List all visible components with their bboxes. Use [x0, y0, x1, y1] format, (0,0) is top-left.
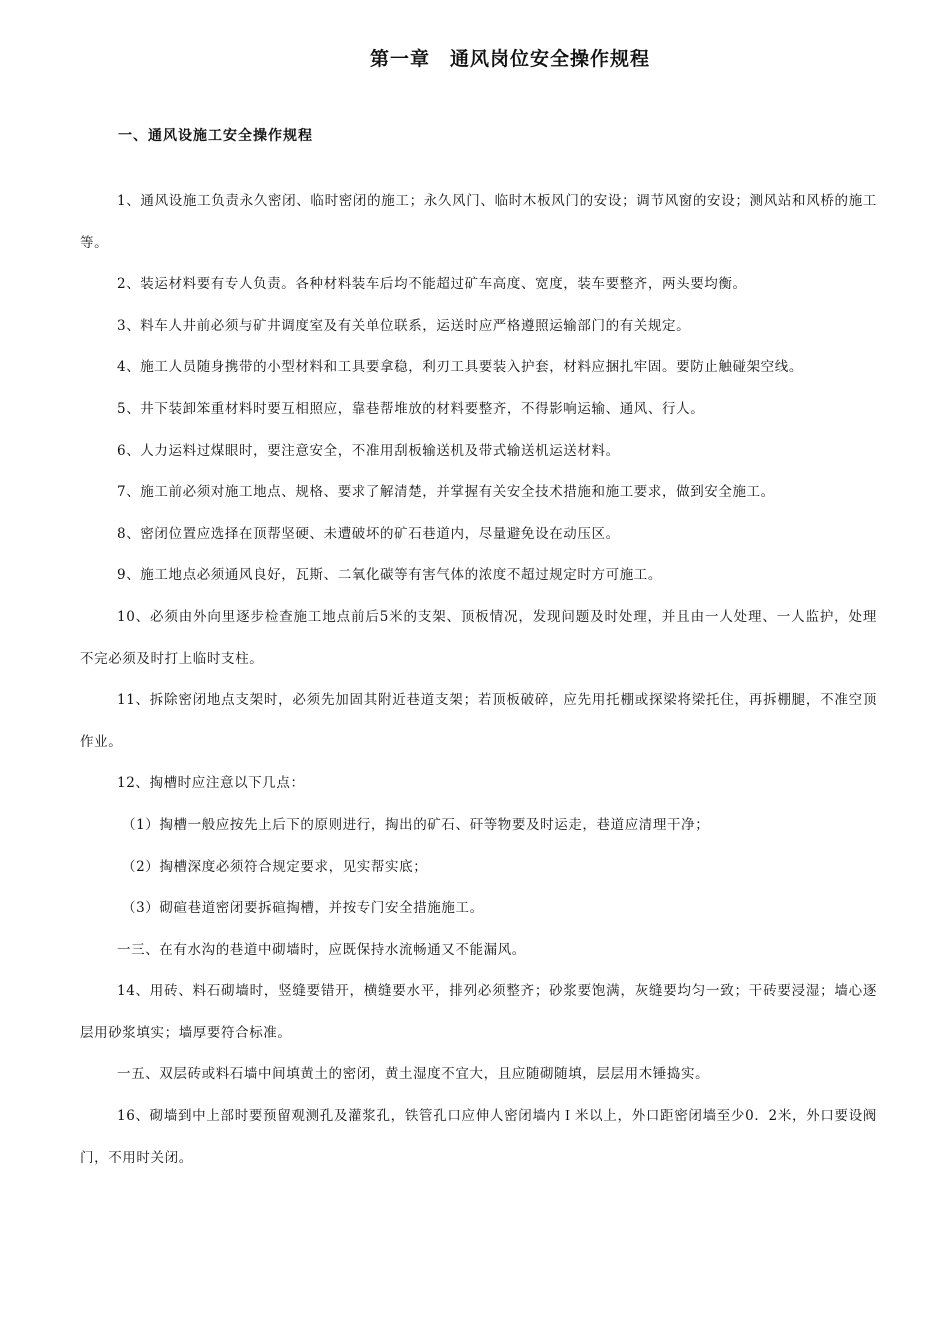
- paragraph-item-16: 16、砌墙到中上部时要预留观测孔及灌浆孔，铁管孔口应伸人密闭墙内Ｉ米以上，外口距密闭墙至少0．2米，外口要设阀门，不用时关闭。: [80, 1108, 877, 1166]
- sub-item-2: （2）掏槽深度必须符合规定要求，见实帮实底；: [122, 858, 428, 875]
- paragraph-item-3: 3、料车人井前必须与矿井调度室及有关单位联系，运送时应严格遵照运输部门的有关规定。: [117, 317, 691, 334]
- document-body: [80, 181, 877, 1179]
- paragraph-item-5: 5、井下装卸笨重材料时要互相照应，靠巷帮堆放的材料要整齐，不得影响运输、通风、行人。: [117, 400, 705, 417]
- paragraph-item-10: 10、必须由外向里逐步检查施工地点前后5米的支架、顶板情况，发现问题及时处理，并且由一人处理、一人监护，处理不完必须及时打上临时支柱。: [80, 608, 877, 667]
- paragraph-item-6: 6、人力运料过煤眼时，要注意安全，不准用刮板输送机及带式输送机运送材料。: [117, 442, 620, 459]
- paragraph-item-9: 9、施工地点必须通风良好，瓦斯、二氧化碳等有害气体的浓度不超过规定时方可施工。: [117, 567, 662, 584]
- sub-item-1: （1）掏槽一般应按先上后下的原则进行，掏出的矿石、矸等物要及时运走，巷道应清理干净；: [122, 816, 710, 833]
- chapter-title: 第一章 通风岗位安全操作规程: [369, 48, 650, 70]
- sub-item-3: （3）砌碹巷道密闭要拆碹掏槽，并按专门安全措施施工。: [122, 900, 484, 917]
- paragraph-item-11: 11、拆除密闭地点支架时，必须先加固其附近巷道支架；若顶板破碎，应先用托棚或探梁将梁托住，再拆棚腿，不准空顶作业。: [80, 692, 877, 750]
- paragraph-item-2: 2、装运材料要有专人负责。各种材料装车后均不能超过矿车高度、宽度，装车要整齐，两头要均衡。: [117, 276, 747, 293]
- paragraph-item-8: 8、密闭位置应选择在顶帮坚硬、未遭破坏的矿石巷道内，尽量避免设在动压区。: [117, 525, 620, 542]
- paragraph-item-12: 12、掏槽时应注意以下几点：: [117, 775, 305, 792]
- paragraph-item-1: 1、通风设施工负责永久密闭、临时密闭的施工；永久风门、临时木板风门的安设；调节风窗的安设；测风站和风桥的施工等。: [80, 193, 877, 251]
- paragraph-item-15: 一五、双层砖或料石墙中间填黄土的密闭，黄土湿度不宜大，且应随砌随填，层层用木锤捣实。: [117, 1066, 710, 1083]
- section-heading: 一、通风设施工安全操作规程: [118, 128, 313, 144]
- paragraph-item-14: 14、用砖、料石砌墙时，竖缝要错开，横缝要水平，排列必须整齐；砂浆要饱满，灰缝要均匀一致；干砖要浸湿；墙心逐层用砂浆填实；墙厚要符合标准。: [80, 983, 877, 1041]
- paragraph-item-13: 一三、在有水沟的巷道中砌墙时，应既保持水流畅通又不能漏风。: [117, 941, 526, 958]
- paragraph-item-7: 7、施工前必须对施工地点、规格、要求了解清楚，并掌握有关安全技术措施和施工要求，做到安全施工。: [117, 484, 775, 501]
- paragraph-item-4: 4、施工人员随身携带的小型材料和工具要拿稳，利刃工具要装入护套，材料应捆扎牢固。要防止触碰架空线。: [117, 359, 803, 376]
